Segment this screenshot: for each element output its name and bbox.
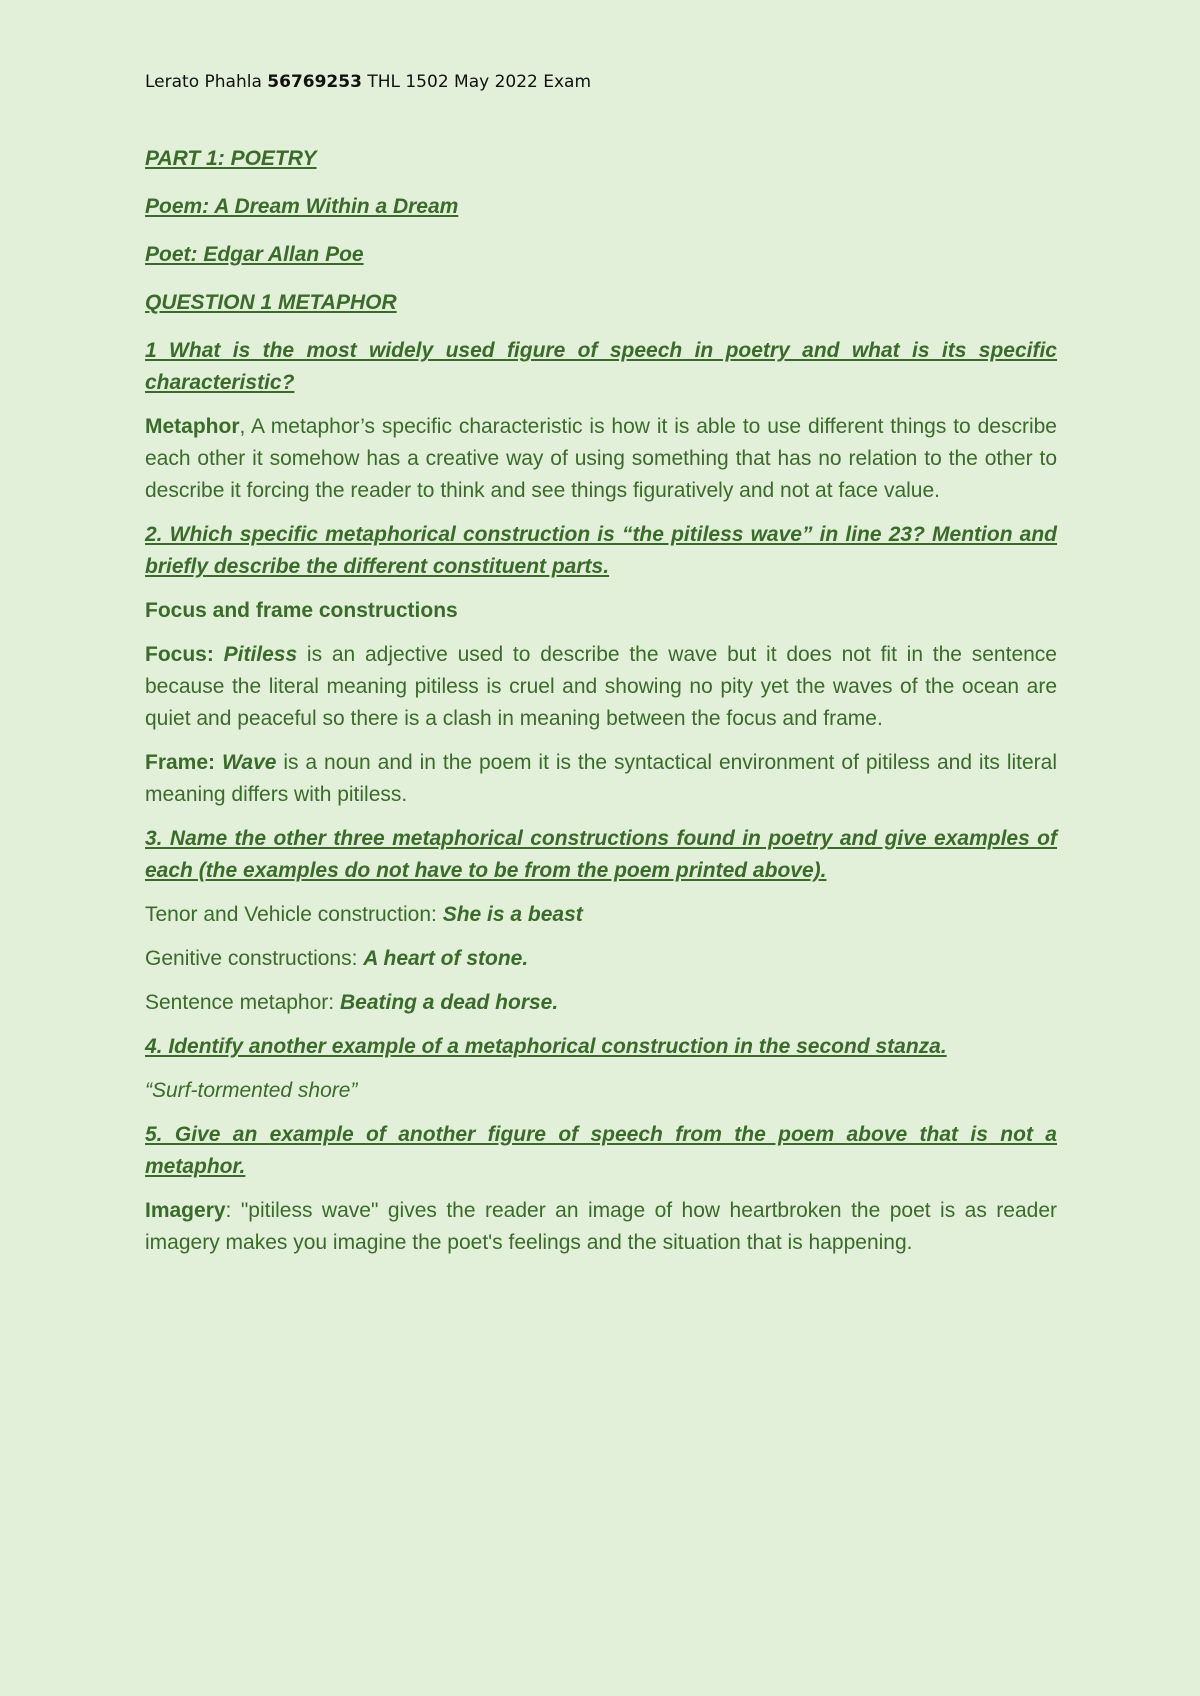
answer-5 <box>145 1195 1057 1259</box>
question-3: 3. Name the other three metaphorical constructions found in poetry and give examples of each (the examples do not have to be from the poem printed above). <box>145 827 1057 882</box>
answer-1-term: Metaphor <box>145 415 240 438</box>
focus-text: is an adjective used to describe the wave but it does not fit in the sentence because the literal meaning pitiless is cruel and showing no pity yet the waves of the ocean are quiet and peaceful so there is a clash in meaning between the focus and frame. <box>145 643 1057 730</box>
answer-1 <box>145 411 1057 507</box>
answer-2-focus <box>145 639 1057 735</box>
answer-5-text: : "pitiless wave" gives the reader an image of how heartbroken the poet is as reader imagery makes you imagine the poet's feelings and the situation that is happening. <box>145 1199 1057 1254</box>
item-label: Tenor and Vehicle construction: <box>145 903 443 926</box>
question-heading: QUESTION 1 METAPHOR <box>145 291 397 314</box>
answer-3-item <box>145 943 1057 975</box>
course-info: THL 1502 May 2022 Exam <box>367 72 592 92</box>
answer-2-frame <box>145 747 1057 811</box>
answer-2-construction: Focus and frame constructions <box>145 599 458 622</box>
student-name: Lerato Phahla <box>145 72 262 92</box>
item-label: Genitive constructions: <box>145 947 364 970</box>
item-example: She is a beast <box>442 903 583 926</box>
part-heading: PART 1: POETRY <box>145 147 317 170</box>
question-5: 5. Give an example of another figure of speech from the poem above that is not a metaphor. <box>145 1123 1057 1178</box>
answer-3-item <box>145 987 1057 1019</box>
answer-1-text: , A metaphor’s specific characteristic is how it is able to use different things to describe each other it somehow has a creative way of using something that has no relation to the other to describe it forcing the reader to think and see things figuratively and not at face value. <box>145 415 1057 502</box>
poem-heading: Poem: A Dream Within a Dream <box>145 195 459 218</box>
item-example: Beating a dead horse. <box>339 991 559 1014</box>
question-2: 2. Which specific metaphorical construction is “the pitiless wave” in line 23? Mention and briefly describe the different constituent parts. <box>145 523 1057 578</box>
question-4: 4. Identify another example of a metaphorical construction in the second stanza. <box>145 1035 947 1058</box>
item-example: A heart of stone. <box>363 947 529 970</box>
answer-5-term: Imagery <box>145 1199 226 1222</box>
frame-text: is a noun and in the poem it is the syntactical environment of pitiless and its literal meaning differs with pitiless. <box>145 751 1057 806</box>
document-body <box>145 143 1057 1271</box>
focus-label: Focus: <box>145 643 214 666</box>
question-1: 1 What is the most widely used figure of speech in poetry and what is its specific characteristic? <box>145 339 1057 394</box>
student-number: 56769253 <box>267 72 362 92</box>
frame-label: Frame: <box>145 751 216 774</box>
page-header <box>145 72 591 92</box>
poet-heading: Poet: Edgar Allan Poe <box>145 243 364 266</box>
answer-3-item <box>145 899 1057 931</box>
answer-4: “Surf-tormented shore” <box>145 1079 358 1102</box>
frame-word: Wave <box>221 751 277 774</box>
item-label: Sentence metaphor: <box>145 991 340 1014</box>
focus-word: Pitiless <box>223 643 298 666</box>
